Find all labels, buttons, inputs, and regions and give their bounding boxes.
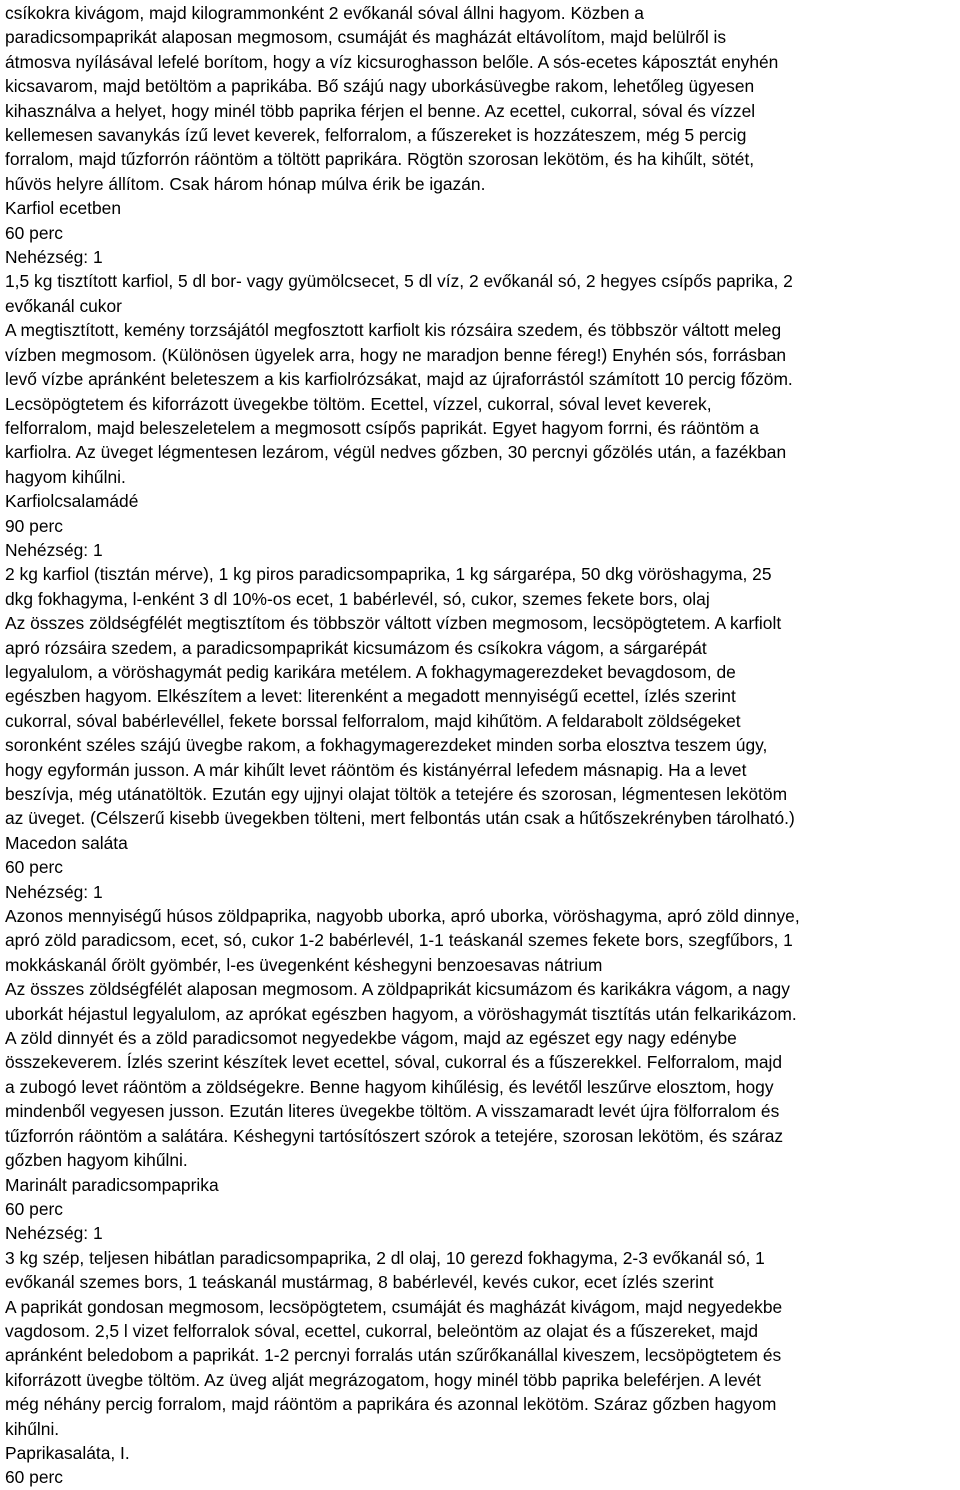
text-line: 90 perc [5,515,64,536]
text-line: karfiolra. Az üveget légmentesen lezárom, végül nedves gőzben, 30 percnyi gőzölés után, a fazékban [5,442,787,463]
text-line: az üveget. (Célszerű kisebb üvegekben tölteni, mert felbontás után csak a hűtőszekrényben tárolható.) [5,808,795,829]
text-line: A paprikát gondosan megmosom, lecsöpögtetem, csumáját és magházát kivágom, majd negyedekbe [5,1296,783,1317]
text-line: beszívja, még utánatöltök. Ezután egy ujjnyi olajat töltök a tetejére és szorosan, légmentesen lekötöm [5,784,788,804]
text-line: Karfiolcsalamádé [5,491,139,512]
text-line: Az összes zöldségfélét megtisztítom és többször váltott vízben megmosom, lecsöpögtetem. A karfiolt [5,613,782,634]
text-line: kihűlni. [5,1418,60,1439]
text-line: kihasználva a helyet, hogy minél több paprika férjen el benne. Az ecettel, cukorral, sóval és vízzel [5,100,756,121]
text-line: Marinált paradicsompaprika [5,1174,219,1195]
text-line: 60 perc [5,222,64,243]
text-line: Karfiol ecetben [5,198,122,219]
text-line: 2 kg karfiol (tisztán mérve), 1 kg piros paradicsompaprika, 1 kg sárgarépa, 50 dkg vöröshagyma, 25 [5,564,772,585]
text-line: 1,5 kg tisztított karfiol, 5 dl bor- vagy gyümölcsecet, 5 dl víz, 2 evőkanál só, 2 hegyes csípős paprika, 2 [5,271,793,292]
text-line: forralom, majd tűzforrón ráöntöm a töltött paprikára. Rögtön szorosan lekötöm, és ha kihűlt, sötét, [5,149,755,170]
text-line: dkg fokhagyma, l-enként 3 dl 10%-os ecet, 1 babérlevél, só, cukor, szemes fekete bors, olaj [5,588,710,609]
text-line: Nehézség: 1 [5,247,103,268]
text-line: tűzforrón ráöntöm a salátára. Késhegyni tartósítószert szórok a tetejére, szorosan lekötöm, és száraz [5,1125,784,1146]
text-line: hogy egyformán jusson. A már kihűlt levet ráöntöm és kistányérral lefedem másnapig. Ha a levet [5,759,747,780]
text-line: Lecsöpögtetem és kiforrázott üvegekbe töltöm. Ecettel, vízzel, cukorral, sóval levet keverek, [5,393,712,414]
text-line: soronként széles szájú üvegbe rakom, a fokhagymagerezdeket minden sorba elosztva teszem úgy, [5,735,768,756]
text-line: csíkokra kivágom, majd kilogrammonként 2 evőkanál sóval állni hagyom. Közben a [5,3,644,23]
text-line: mokkáskanál őrölt gyömbér, l-es üvegenként késhegyni benzoesavas nátrium [5,954,603,975]
text-line: mindenből vegyesen jusson. Ezután literes üvegekbe töltöm. A visszamaradt levét újra fölforralom és [5,1101,780,1122]
text-line: paradicsompaprikát alaposan megmosom, csumáját és magházát eltávolítom, majd belülről is [5,27,727,48]
text-line: vízben megmosom. (Különösen ügyelek arra, hogy ne maradjon benne féreg!) Enyhén sós, forrásban [5,344,787,365]
text-line: Paprikasaláta, I. [5,1442,130,1463]
text-line: gőzben hagyom kihűlni. [5,1150,188,1171]
text-line: A zöld dinnyét és a zöld paradicsomot negyedekbe vágom, majd az egészet egy nagy edénybe [5,1028,737,1049]
text-line: hagyom kihűlni. [5,466,126,487]
text-line: levő vízbe apránként beleteszem a kis karfiolrózsákat, majd az újraforrástól számított 10 percig főzöm. [5,369,793,390]
text-line: A megtisztított, kemény torzsájától megfosztott karfiolt kis rózsáira szedem, és többször váltott meleg [5,320,782,341]
text-line: Nehézség: 1 [5,539,103,560]
text-line: felforralom, majd beleszeletelem a megmosott csípős paprikát. Egyet hagyom forrni, és ráöntöm a [5,417,759,438]
text-line: Azonos mennyiségű húsos zöldpaprika, nagyobb uborka, apró uborka, vöröshagyma, apró zöld dinnye, [5,906,800,927]
text-line: Macedon saláta [5,832,128,853]
document-page [5,0,957,1490]
text-line: Nehézség: 1 [5,1223,103,1244]
text-line: átmosva nyílásával lefelé borítom, hogy a víz kicsuroghasson belőle. A sós-ecetes káposztát enyhén [5,51,779,72]
text-line: összekeverem. Ízlés szerint készítek levet ecettel, sóval, cukorral és a fűszerekkel. Felforralom, majd [5,1052,783,1073]
text-line: kellemesen savanykás ízű levet keverek, felforralom, a fűszereket is hozzáteszem, még 5 percig [5,125,747,146]
text-line: 60 perc [5,1198,64,1219]
text-line: apránként beledobom a paprikát. 1-2 percnyi forralás után szűrőkanállal kiveszem, lecsöpögtetem és [5,1345,782,1366]
text-line: Az összes zöldségfélét alaposan megmosom. A zöldpaprikát kicsumázom és karikákra vágom, a nagy [5,979,790,1000]
text-line: cukorral, sóval babérlevéllel, fekete borssal felforralom, majd kihűtöm. A feldarabolt zöldségeket [5,710,741,731]
text-line: 60 perc [5,857,64,878]
text-line: evőkanál cukor [5,295,122,316]
text-line: kicsavarom, majd betöltöm a paprikába. Bő szájú nagy uborkásüvegbe rakom, lehetőleg ügyesen [5,76,755,97]
text-line: evőkanál szemes bors, 1 teáskanál mustármag, 8 babérlevél, kevés cukor, ecet ízlés szerint [5,1272,714,1293]
text-line: 60 perc [5,1467,64,1488]
text-line: uborkát héjastul legyalulom, az aprókat egészben hagyom, a vöröshagymát tisztítás után felkarikázom. [5,1003,797,1024]
text-line: apró zöld paradicsom, ecet, só, cukor 1-2 babérlevél, 1-1 teáskanál szemes fekete bors, szegfűbors, 1 [5,930,793,951]
text-line: apró rózsáira szedem, a paradicsompaprikát kicsumázom és csíkokra vágom, a sárgarépát [5,637,707,658]
text-line: még néhány percig forralom, majd ráöntöm a paprikára és azonnal lekötöm. Száraz gőzben hagyom [5,1394,777,1415]
text-line: a zubogó levet ráöntöm a zöldségekre. Benne hagyom kihűlésig, és levétől leszűrve elosztom, hogy [5,1076,774,1097]
text-line: Nehézség: 1 [5,881,103,902]
text-line: vagdosom. 2,5 l vizet felforralok sóval, ecettel, cukorral, beleöntöm az olajat és a fűszereket, majd [5,1320,758,1341]
text-line: hűvös helyre állítom. Csak három hónap múlva érik be igazán. [5,173,486,194]
text-line: legyalulom, a vöröshagymát pedig karikára metélem. A fokhagymagerezdeket bevagdosom, de [5,661,736,682]
text-line: kiforrázott üvegbe töltöm. Az üveg alját megrázogatom, hogy minél több paprika beleférjen. A levét [5,1369,761,1390]
text-line: 3 kg szép, teljesen hibátlan paradicsompaprika, 2 dl olaj, 10 gerezd fokhagyma, 2-3 evőkanál só, 1 [5,1247,765,1268]
text-line: egészben hagyom. Elkészítem a levet: literenként a megadott mennyiségű ecettel, ízlés szerint [5,686,736,707]
